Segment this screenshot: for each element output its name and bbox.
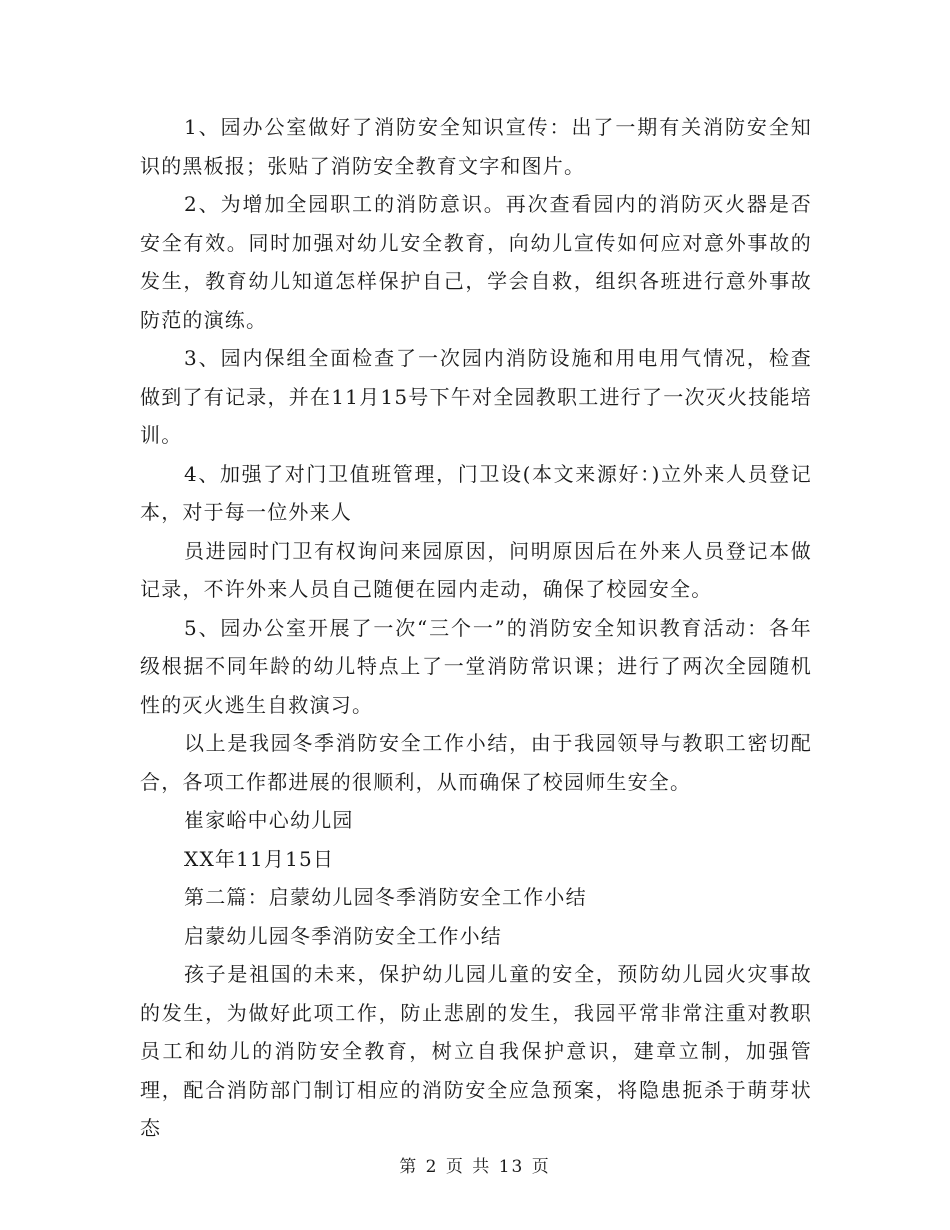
section-title: 启蒙幼儿园冬季消防安全工作小结: [184, 923, 502, 948]
paragraph-1: 1、园办公室做好了消防安全知识宣传：出了一期有关消防安全知识的黑板报；张贴了消防安全教育文字和图片。: [140, 115, 812, 178]
paragraph-5: 5、园办公室开展了一次“三个一”的消防安全知识教育活动：各年级根据不同年龄的幼儿特点上了一堂消防常识课；进行了两次全园随机性的灭火逃生自救演习。: [140, 615, 812, 717]
document-body: [140, 108, 812, 1148]
signature-line: 崔家峪中心幼儿园: [184, 808, 354, 832]
page-number-footer: 第 2 页 共 13 页: [399, 1157, 551, 1177]
chapter-heading: 第二篇：启蒙幼儿园冬季消防安全工作小结: [184, 885, 587, 909]
date-line: XX年11月15日: [184, 846, 335, 871]
intro-paragraph: 孩子是祖国的未来，保护幼儿园儿童的安全，预防幼儿园火灾事故的发生，为做好此项工作，防止悲剧的发生，我园平常非常注重对教职员工和幼儿的消防安全教育，树立自我保护意识，建章立制，加强管理，配合消防部门制订相应的消防安全应急预案，将隐患扼杀于萌芽状态: [140, 962, 812, 1140]
paragraph-summary: 以上是我园冬季消防安全工作小结，由于我园领导与教职工密切配合，各项工作都进展的很顺利，从而确保了校园师生安全。: [140, 731, 812, 794]
paragraph-4-continued: 员进园时门卫有权询问来园原因，问明原因后在外来人员登记本做记录，不许外来人员自己随便在园内走动，确保了校园安全。: [140, 538, 812, 601]
paragraph-2: 2、为增加全园职工的消防意识。再次查看园内的消防灭火器是否安全有效。同时加强对幼儿安全教育，向幼儿宣传如何应对意外事故的发生，教育幼儿知道怎样保护自己，学会自救，组织各班进行意外事故防范的演练。: [140, 192, 812, 332]
paragraph-4: 4、加强了对门卫值班管理，门卫设(本文来源好：)立外来人员登记本，对于每一位外来人: [140, 461, 812, 524]
paragraph-3: 3、园内保组全面检查了一次园内消防设施和用电用气情况，检查做到了有记录，并在11月15号下午对全园教职工进行了一次灭火技能培训。: [140, 346, 812, 447]
